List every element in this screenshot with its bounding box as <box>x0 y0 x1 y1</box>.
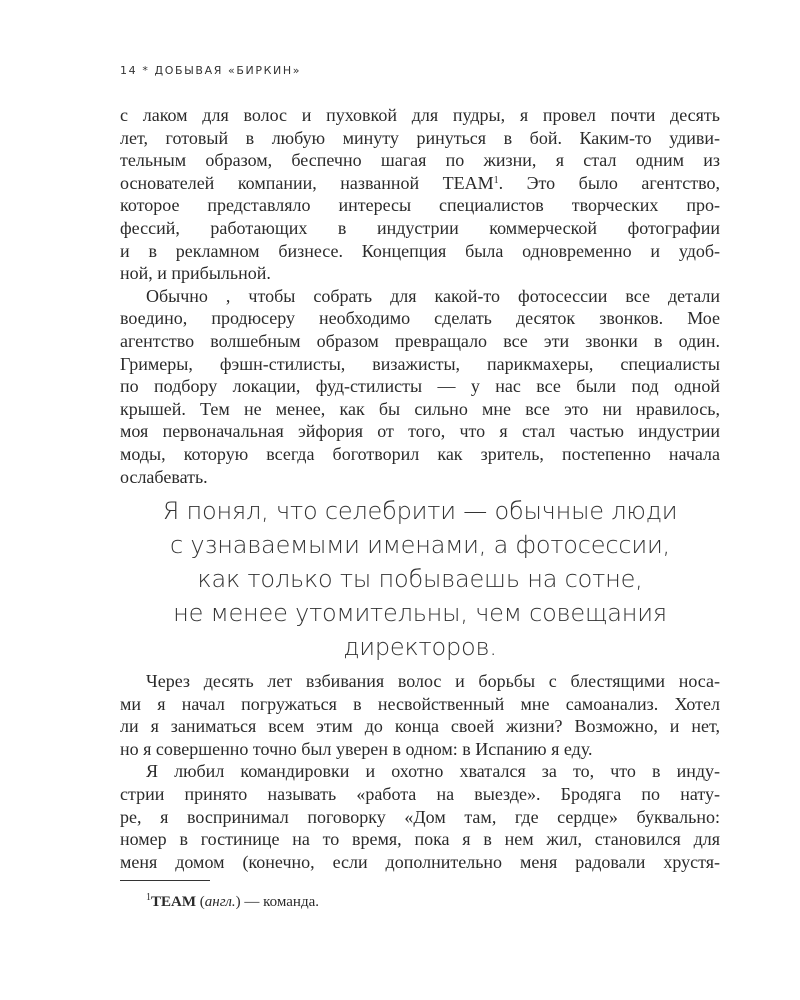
quote-line: Я понял, что селебрити — обычные люди <box>162 497 678 525</box>
text-line: фессий, работающих в индустрии коммерческой фотографии <box>120 217 720 238</box>
text-line: ослабевать. <box>120 466 208 487</box>
text-line: Я любил командировки и охотно хватался за то, что в инду- <box>146 761 720 782</box>
text-line: Через десять лет взбивания волос и борьбы с блестящими носа- <box>146 671 720 691</box>
text-line: Гримеры, фэшн-стилисты, визажисты, парикмахеры, специалисты <box>120 353 720 374</box>
footnote-term: TEAM <box>151 894 196 910</box>
text-line: ной, и прибыльной. <box>120 263 271 284</box>
body-text-part1 <box>120 104 720 488</box>
footnote-lang: англ. <box>204 894 236 910</box>
text-line: и в рекламном бизнесе. Концепция была одновременно и удоб- <box>120 240 720 261</box>
text-line: ре, я воспринимал поговорку «Дом там, где сердце» буквально: <box>120 806 720 827</box>
running-header <box>120 64 301 77</box>
text-line: агентство волшебным образом превращало все эти звонки в один. <box>120 330 720 351</box>
page-number: 14 <box>120 64 138 77</box>
text-line: крышей. Тем не менее, как бы сильно мне все это ни нравилось, <box>120 398 720 419</box>
text-line: меня домом (конечно, если дополнительно меня радовали хрустя- <box>120 851 720 872</box>
quote-line: с узнаваемыми именами, а фотосессии, <box>170 531 670 559</box>
footnote-definition: — команда. <box>244 894 319 910</box>
quote-line: директоров. <box>343 633 497 661</box>
text-fragment: основателей компании, названной TEAM <box>120 172 494 193</box>
text-line: моды, которую всегда боготворил как зритель, постепенно начала <box>120 443 720 464</box>
text-line: Обычно , чтобы собрать для какой-то фотосессии все детали <box>146 285 720 306</box>
pull-quote <box>100 494 740 664</box>
text-line: воедино, продюсеру необходимо сделать десяток звонков. Мое <box>120 308 720 329</box>
text-fragment: . Это было агентство, <box>498 172 721 193</box>
text-line: стрии принято называть «работа на выезде». Бродяга по нату- <box>120 783 720 804</box>
text-line: ми я начал погружаться в несвойственный мне самоанализ. Хотел <box>120 693 720 714</box>
footnote-ref[interactable]: 1 <box>493 174 499 186</box>
text-line: лет, готовый в любую минуту ринуться в бой. Каким-то удиви- <box>120 127 720 148</box>
footnote-divider <box>120 880 210 881</box>
body-text-part2 <box>120 670 720 873</box>
text-line: по подбору локации, фуд-стилисты — у нас все были под одной <box>120 376 720 397</box>
text-line: тельным образом, беспечно шагая по жизни, я стал одним из <box>120 150 720 171</box>
text-line: ли я заниматься всем этим до конца своей жизни? Возможно, и нет, <box>120 716 720 737</box>
header-separator: * <box>142 64 150 77</box>
footnote: $^1$TEAM (англ.) — команда. <box>146 892 319 910</box>
running-title: ДОБЫВАЯ «БИРКИН» <box>154 64 302 77</box>
text-line: моя первоначальная эйфория от того, что я стал частью индустрии <box>120 421 720 442</box>
text-line: которое представляло интересы специалистов творческих про- <box>120 195 720 216</box>
footnote-mark: 1 <box>146 892 151 903</box>
quote-line: не менее утомительны, чем совещания <box>173 599 667 627</box>
text-line: номер в гостинице на то время, пока я в нем жил, становился для <box>120 829 720 850</box>
text-line: но я совершенно точно был уверен в одном: в Испанию я еду. <box>120 738 593 759</box>
quote-line: как только ты побываешь на сотне, <box>197 565 643 593</box>
text-line: с лаком для волос и пуховкой для пудры, я провел почти десять <box>120 105 720 125</box>
text-line <box>120 172 720 195</box>
